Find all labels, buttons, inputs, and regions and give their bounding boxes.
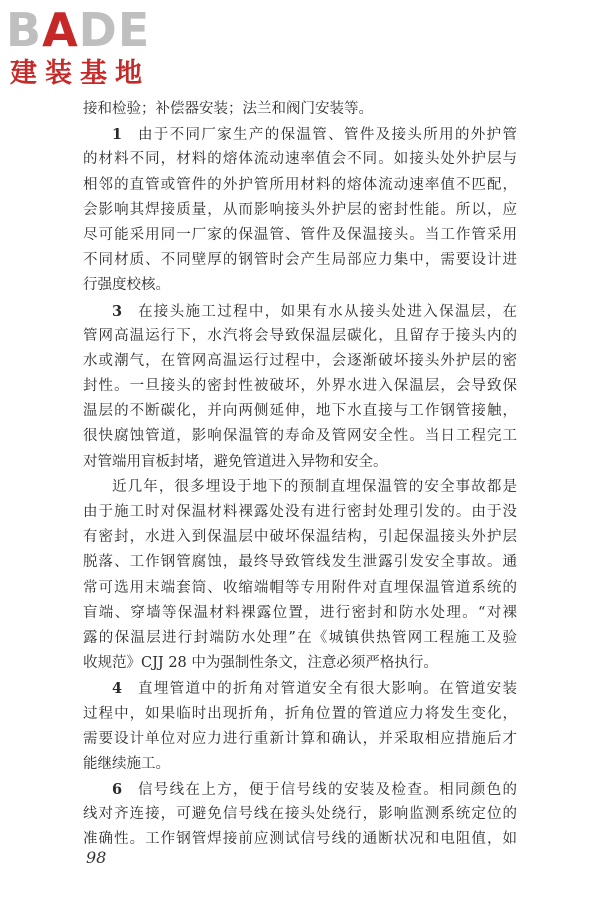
text-line: [83, 198, 517, 223]
line-text: 脱落、工作钢管腐蚀，最终导致管线发生泄露引发安全事故。通: [83, 554, 517, 571]
line-text: 管网高温运行下，水汽将会导致保温层碳化，且留存于接头内的: [83, 327, 517, 344]
paragraph: [83, 777, 517, 853]
line-text: 会影响其焊接质量，从而影响接头外护层的密封性能。所以，应: [83, 201, 517, 218]
logo-letters-de: DE: [78, 3, 151, 57]
text-line: [83, 727, 517, 752]
clause-number: 4: [112, 680, 123, 698]
paragraph: [83, 97, 517, 122]
text-line: [83, 550, 517, 575]
line-text: 由于施工时对保温材料裸露处没有进行密封处理引发的。由于没: [83, 504, 517, 520]
line-text: 由于不同厂家生产的保温管、管件及接头所用的外护管: [136, 127, 517, 144]
line-text: 近几年，很多埋设于地下的预制直埋保温管的安全事故都是: [112, 478, 517, 495]
line-text: 的材料不同，材料的熔体流动速率值会不同。如接头处外护层与: [83, 151, 517, 168]
text-line: [83, 399, 517, 424]
text-line: [83, 248, 517, 273]
text-line: [83, 702, 517, 727]
text-line: [83, 475, 517, 500]
text-line: [83, 147, 517, 172]
text-line: [83, 122, 517, 147]
text-line: [83, 97, 517, 122]
text-line: [83, 601, 517, 626]
text-line: [83, 173, 517, 198]
line-text: 线对齐连接，可避免信号线在接头处绕行，影响监测系统定位的: [83, 806, 517, 823]
line-text: 露的保温层进行封端防水处理”在《城镇供热管网工程施工及验: [83, 629, 517, 646]
clause-number: 6: [112, 781, 123, 799]
line-text: 接和检验；补偿器安装；法兰和阀门安装等。: [83, 101, 373, 117]
line-text: 在接头施工过程中，如果有水从接头处进入保温层，在: [136, 303, 517, 320]
bade-logo: [6, 4, 181, 96]
line-text: 盲端、穿墙等保温材料裸露位置，进行密封和防水处理。“对裸: [83, 604, 517, 621]
text-line: [83, 349, 517, 374]
paragraph: [83, 299, 517, 475]
logo-subtitle: 建装基地: [10, 58, 150, 89]
line-text: 收规范》CJJ 28 中为强制性条文，注意必须严格执行。: [83, 655, 438, 672]
paragraph: [83, 475, 517, 677]
line-text: 行强度校核。: [83, 277, 170, 294]
text-line: [83, 299, 517, 324]
text-line: [83, 374, 517, 399]
line-text: 常可选用末端套筒、收缩端帽等专用附件对直埋保温管道系统的: [83, 579, 517, 596]
line-text: 需要设计单位对应力进行重新计算和确认，并采取相应措施后才: [83, 730, 517, 747]
document-body: [83, 97, 517, 853]
text-line: [83, 450, 517, 475]
line-text: 水或潮气，在管网高温运行过程中，会逐渐破坏接头外护层的密: [83, 352, 517, 369]
line-text: 对管端用盲板封堵，避免管道进入异物和安全。: [83, 453, 388, 470]
line-text: 相邻的直管或管件的外护管所用材料的熔体流动速率值不匹配，: [83, 176, 517, 193]
text-line: [83, 827, 517, 852]
line-text: 准确性。工作钢管焊接前应测试信号线的通断状况和电阻值，如: [83, 831, 517, 848]
paragraph: [83, 676, 517, 777]
text-line: [83, 752, 517, 777]
line-text: 直埋管道中的折角对管道安全有很大影响。在管道安装: [136, 681, 517, 698]
line-text: 尽可能采用同一厂家的保温管、管件及保温接头。当工作管采用: [83, 226, 517, 243]
text-line: [83, 802, 517, 827]
text-line: [83, 223, 517, 248]
line-text: 温层的不断碳化，并向两侧延伸，地下水直接与工作钢管接触，: [83, 403, 517, 420]
line-text: 能继续施工。: [83, 755, 170, 772]
line-text: 有密封，水进入到保温层中破坏保温结构，引起保温接头外护层: [83, 529, 517, 546]
line-text: 封性。一旦接头的密封性被破坏，外界水进入保温层，会导致保: [83, 378, 517, 395]
line-text: 很快腐蚀管道，影响保温管的寿命及管网安全性。当日工程完工: [83, 428, 517, 445]
line-text: 过程中，如果临时出现折角，折角位置的管道应力将发生变化，: [83, 705, 517, 722]
clause-number: 1: [112, 126, 123, 144]
line-text: 不同材质、不同壁厚的钢管时会产生局部应力集中，需要设计进: [83, 252, 517, 269]
page-number: 98: [86, 848, 107, 867]
logo-letter-a: A: [42, 3, 79, 57]
text-line: [83, 324, 517, 349]
text-line: [83, 676, 517, 701]
text-line: [83, 576, 517, 601]
text-line: [83, 626, 517, 651]
logo-wordmark: [6, 4, 150, 56]
line-text: 信号线在上方，便于信号线的安装及检查。相同颜色的: [136, 782, 517, 799]
text-line: [83, 500, 517, 525]
paragraph: [83, 122, 517, 298]
text-line: [83, 424, 517, 449]
text-line: [83, 777, 517, 802]
text-line: [83, 273, 517, 298]
logo-letter-b: B: [6, 3, 43, 57]
text-line: [83, 651, 517, 676]
text-line: [83, 525, 517, 550]
clause-number: 3: [112, 302, 123, 320]
